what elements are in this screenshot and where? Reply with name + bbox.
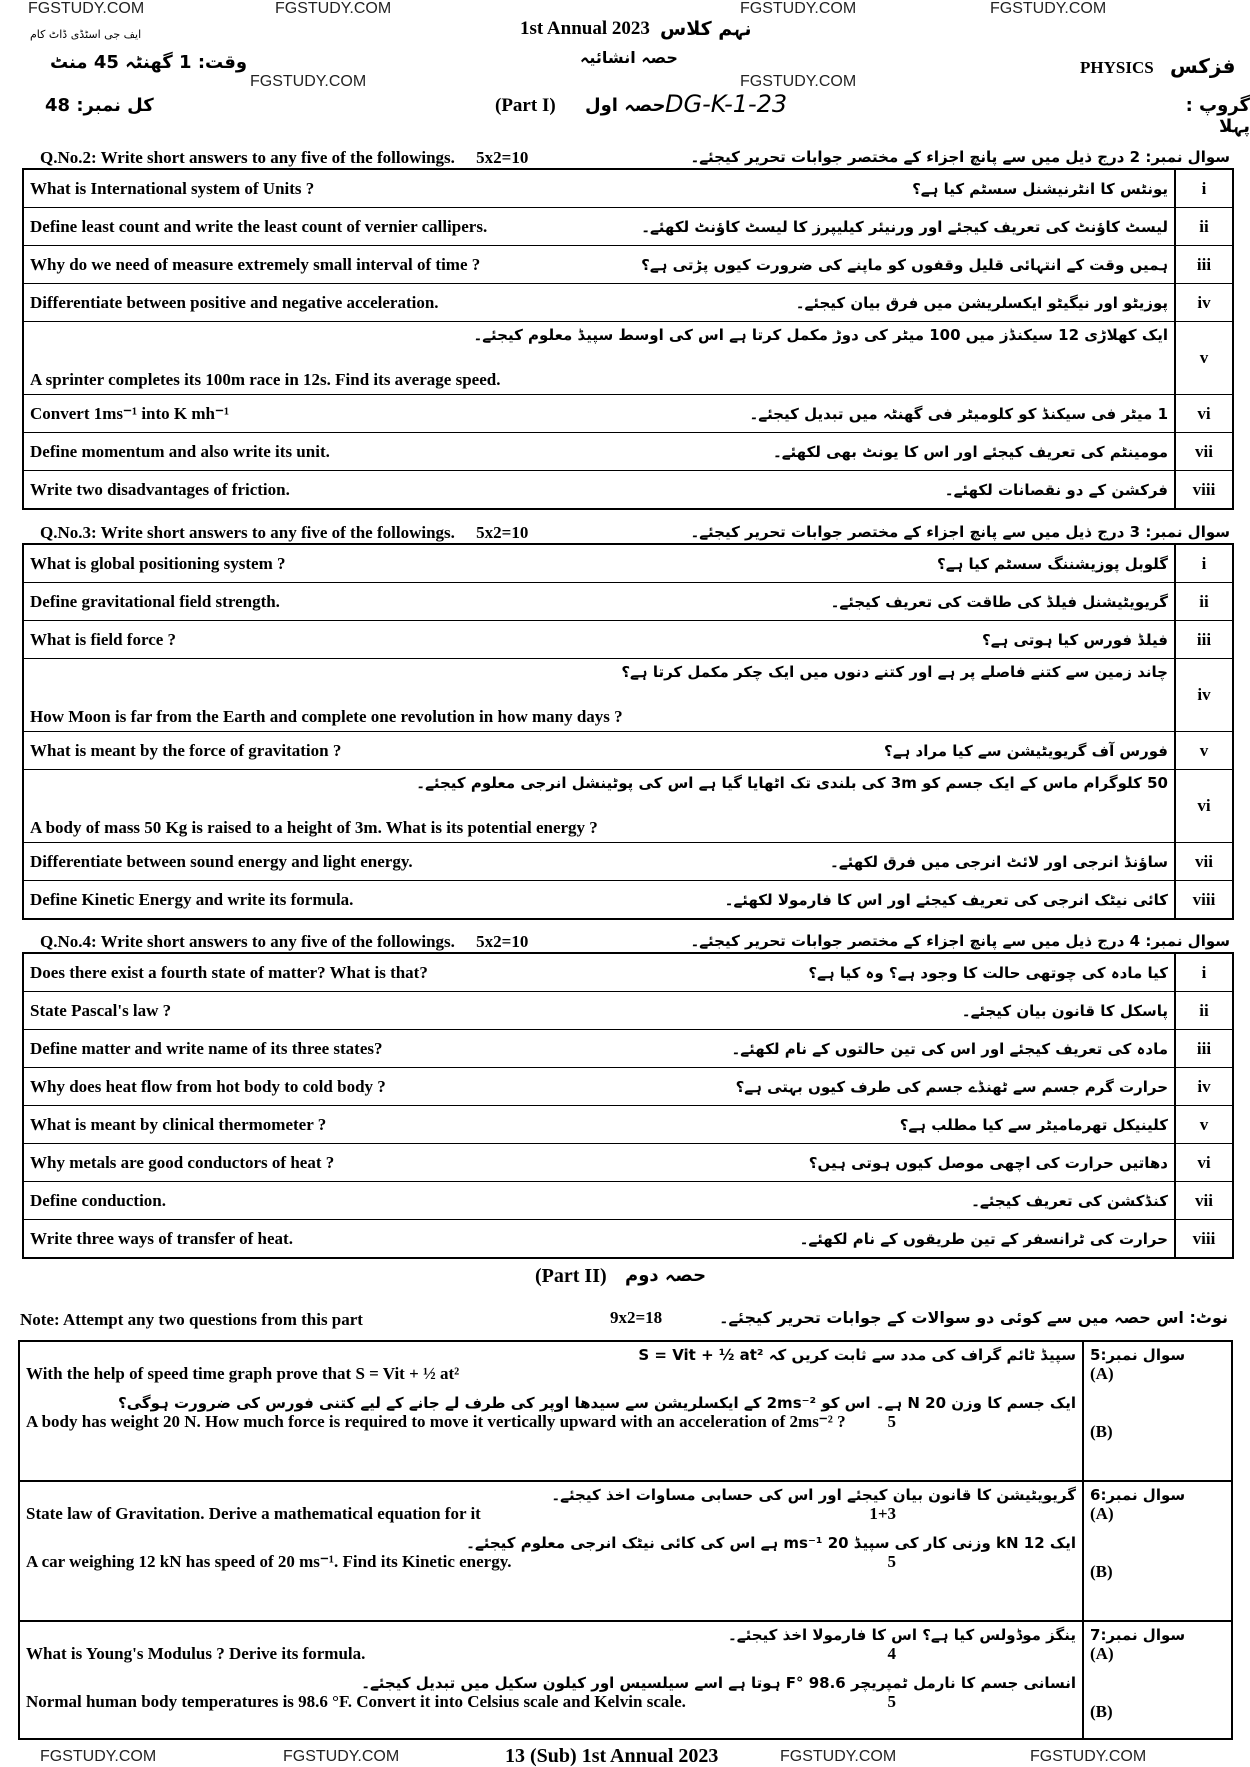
part-ur: انسانی جسم کا نارمل ٹمپریچر 98.6 °F ہوتا ہے اسے سیلسیس اور کیلون سکیل میں تبدیل کیجئے۔	[361, 1674, 1076, 1692]
question-en: Write two disadvantages of friction.	[30, 479, 290, 499]
total-marks: کل نمبر: 48	[45, 95, 154, 116]
question-part	[26, 1486, 1076, 1524]
question-row	[23, 659, 1233, 732]
question-number: i	[1175, 544, 1233, 583]
part-en: A body has weight 20 N. How much force is required to move it vertically upward with an acceleration of 2ms⁻² ?	[26, 1412, 846, 1431]
part-label-ur: حصہ اول	[585, 95, 666, 116]
part-marks: 1+3	[869, 1504, 896, 1523]
question-ur: کنڈکشن کی تعریف کیجئے۔	[971, 1191, 1168, 1210]
question-number: viii	[1175, 471, 1233, 510]
question-row	[23, 1182, 1233, 1220]
group-label: گروپ : پہلا	[1185, 95, 1250, 137]
question-en: Does there exist a fourth state of matter? What is that?	[30, 962, 428, 982]
question-row	[23, 544, 1233, 583]
question-en: Define gravitational field strength.	[30, 591, 280, 611]
question-ur: مومینٹم کی تعریف کیجئے اور اس کا یونٹ بھی لکھئے۔	[772, 442, 1168, 461]
long-question-row	[19, 1621, 1232, 1739]
question-en: A sprinter completes its 100m race in 12s. Find its average speed.	[30, 370, 501, 389]
question-row	[23, 433, 1233, 471]
subject-en: PHYSICS	[1080, 58, 1154, 77]
question-en: What is International system of Units ?	[30, 178, 315, 198]
question-en: Write three ways of transfer of heat.	[30, 1228, 293, 1248]
question-en: What is meant by clinical thermometer ?	[30, 1114, 327, 1134]
watermark: FGSTUDY.COM	[40, 1748, 157, 1765]
question-label: سوال نمبر:7	[1090, 1626, 1186, 1644]
question-row	[23, 992, 1233, 1030]
question-row	[23, 471, 1233, 510]
heading-marks: 5x2=10	[476, 932, 529, 951]
question-row	[23, 732, 1233, 770]
question-row	[23, 169, 1233, 208]
part-en: Normal human body temperatures is 98.6 °F. Convert it into Celsius scale and Kelvin scale.	[26, 1692, 686, 1711]
question-ur: کلینیکل تھرمامیٹر سے کیا مطلب ہے؟	[899, 1115, 1168, 1134]
question-row	[23, 1068, 1233, 1106]
question-number: iv	[1175, 284, 1233, 322]
question-number: ii	[1175, 208, 1233, 246]
part-tag: (A)	[1090, 1644, 1114, 1663]
exam-session: 1st Annual 2023	[520, 18, 650, 39]
part-tag: (B)	[1090, 1562, 1113, 1581]
watermark: FGSTUDY.COM	[780, 1748, 897, 1765]
question-row	[23, 1144, 1233, 1182]
question-row	[23, 881, 1233, 920]
question-row	[23, 395, 1233, 433]
question-ur: مادہ کی تعریف کیجئے اور اس کی تین حالتوں کے نام لکھئے۔	[731, 1039, 1168, 1058]
question-ur: حرارت گرم جسم سے ٹھنڈے جسم کی طرف کیوں بہتی ہے؟	[735, 1077, 1168, 1096]
question-part	[26, 1674, 1076, 1712]
question-row	[23, 284, 1233, 322]
question-number: viii	[1175, 1220, 1233, 1259]
question-heading	[40, 932, 1230, 952]
question-table	[22, 952, 1234, 1259]
watermark: FGSTUDY.COM	[740, 73, 857, 90]
question-ur: حرارت کی ٹرانسفر کے تین طریقوں کے نام لکھئے۔	[799, 1229, 1168, 1248]
part-label-en: (Part I)	[495, 95, 556, 116]
heading-marks: 5x2=10	[476, 523, 529, 542]
heading-marks: 5x2=10	[476, 148, 529, 167]
question-number: vi	[1175, 1144, 1233, 1182]
question-row	[23, 843, 1233, 881]
watermark: FGSTUDY.COM	[990, 0, 1107, 17]
question-number: iii	[1175, 246, 1233, 284]
question-number: v	[1175, 732, 1233, 770]
question-en: Define matter and write name of its three states?	[30, 1038, 383, 1058]
class-label: نہم کلاس	[660, 18, 752, 40]
question-row	[23, 322, 1233, 395]
question-row	[23, 583, 1233, 621]
part-marks: 4	[887, 1644, 896, 1663]
question-row	[23, 246, 1233, 284]
question-number: vi	[1175, 770, 1233, 843]
question-ur: 1 میٹر فی سیکنڈ کو کلومیٹر فی گھنٹہ میں تبدیل کیجئے۔	[749, 404, 1168, 423]
question-number: ii	[1175, 583, 1233, 621]
question-en: Define Kinetic Energy and write its formula.	[30, 889, 354, 909]
question-en: Define least count and write the least count of vernier callipers.	[30, 216, 488, 236]
question-en: Convert 1ms⁻¹ into K mh⁻¹	[30, 403, 230, 423]
part-ur: سپیڈ ٹائم گراف کی مدد سے ثابت کریں کہ S = Vit + ½ at²	[638, 1346, 1076, 1364]
question-part	[26, 1626, 1076, 1664]
watermark: FGSTUDY.COM	[1030, 1748, 1147, 1765]
question-en: Differentiate between sound energy and light energy.	[30, 851, 413, 871]
question-number: viii	[1175, 881, 1233, 920]
question-row	[23, 1106, 1233, 1144]
question-part	[26, 1394, 1076, 1432]
handwritten-code: DG-K-1-23	[665, 90, 788, 118]
watermark: FGSTUDY.COM	[250, 73, 367, 90]
part-en: With the help of speed time graph prove that S = Vit + ½ at²	[26, 1364, 460, 1383]
question-en: Why does heat flow from hot body to cold body ?	[30, 1076, 386, 1096]
question-table	[22, 543, 1234, 920]
question-en: What is global positioning system ?	[30, 553, 286, 573]
part-ur: ایک جسم کا وزن 20 N ہے۔ اس کو 2ms⁻² کے ایکسلریشن سے سیدھا اوپر کی طرف لے جانے کے لیے کتنی فورس کی ضرورت ہوگی؟	[118, 1394, 1076, 1412]
section-label: حصہ انشائیہ	[580, 48, 678, 67]
question-number: i	[1175, 169, 1233, 208]
question-en: A body of mass 50 Kg is raised to a height of 3m. What is its potential energy ?	[30, 818, 598, 837]
part-marks: 5	[887, 1412, 896, 1431]
question-ur: فورس آف گریویٹیشن سے کیا مراد ہے؟	[884, 741, 1168, 760]
question-ur: کیا مادہ کی چوتھی حالت کا وجود ہے؟ وہ کیا ہے؟	[808, 963, 1168, 982]
time-allowed: وقت: 1 گھنٹہ 45 منٹ	[50, 52, 248, 73]
question-number: vii	[1175, 433, 1233, 471]
question-row	[23, 770, 1233, 843]
question-number: i	[1175, 953, 1233, 992]
question-ur: لیسٹ کاؤنٹ کی تعریف کیجئے اور ورنیئر کیلیپرز کا لیسٹ کاؤنٹ لکھئے۔	[641, 217, 1168, 236]
heading-ur: سوال نمبر: 2 درج ذیل میں سے پانچ اجزاء کے مختصر جوابات تحریر کیجئے۔	[690, 148, 1230, 166]
part-ur: ینگز موڈولس کیا ہے؟ اس کا فارمولا اخذ کیجئے۔	[728, 1626, 1076, 1644]
question-ur: ہمیں وقت کے انتہائی قلیل وقفوں کو ماپنے کی ضرورت کیوں پڑتی ہے؟	[641, 255, 1168, 274]
question-ur: دھاتیں حرارت کی اچھی موصل کیوں ہوتی ہیں؟	[808, 1153, 1168, 1172]
question-number: iii	[1175, 621, 1233, 659]
question-ur: یونٹس کا انٹرنیشنل سسٹم کیا ہے؟	[912, 179, 1168, 198]
question-en: Define momentum and also write its unit.	[30, 441, 330, 461]
question-part	[26, 1534, 1076, 1572]
question-number: vii	[1175, 843, 1233, 881]
long-questions-table	[18, 1340, 1233, 1740]
question-heading	[40, 148, 1230, 168]
question-number: v	[1175, 1106, 1233, 1144]
question-ur: گلوبل پوزیشننگ سسٹم کیا ہے؟	[937, 554, 1168, 573]
question-en: Differentiate between positive and negative acceleration.	[30, 292, 439, 312]
part-tag: (B)	[1090, 1702, 1113, 1721]
question-ur: ایک کھلاڑی 12 سیکنڈز میں 100 میٹر کی دوڑ مکمل کرتا ہے اس کی اوسط سپیڈ معلوم کیجئے۔	[473, 326, 1168, 344]
part-marks: 5	[887, 1552, 896, 1571]
part-tag: (B)	[1090, 1422, 1113, 1441]
heading-ur: سوال نمبر: 4 درج ذیل میں سے پانچ اجزاء کے مختصر جوابات تحریر کیجئے۔	[690, 932, 1230, 950]
question-row	[23, 621, 1233, 659]
part-tag: (A)	[1090, 1364, 1114, 1383]
part-en: A car weighing 12 kN has speed of 20 ms⁻¹. Find its Kinetic energy.	[26, 1552, 512, 1571]
question-ur: ساؤنڈ انرجی اور لائٹ انرجی میں فرق لکھئے۔	[830, 852, 1168, 871]
watermark: FGSTUDY.COM	[283, 1748, 400, 1765]
question-ur: فیلڈ فورس کیا ہوتی ہے؟	[982, 630, 1168, 649]
question-row	[23, 1030, 1233, 1068]
question-number: v	[1175, 322, 1233, 395]
part-en: What is Young's Modulus ? Derive its formula.	[26, 1644, 366, 1663]
question-number: ii	[1175, 992, 1233, 1030]
question-number: vii	[1175, 1182, 1233, 1220]
part-ur: ایک 12 kN وزنی کار کی سپیڈ 20 ms⁻¹ ہے اس کی کائی نیٹک انرجی معلوم کیجئے۔	[466, 1534, 1076, 1552]
question-number: vi	[1175, 395, 1233, 433]
long-question-row	[19, 1341, 1232, 1481]
part2-note-ur: نوٹ: اس حصہ میں سے کوئی دو سوالات کے جوابات تحریر کیجئے۔	[719, 1308, 1228, 1327]
question-row	[23, 953, 1233, 992]
watermark: FGSTUDY.COM	[28, 0, 145, 17]
site-urdu: ایف جی اسٹڈی ڈاٹ کام	[30, 28, 142, 41]
part2-title-ur: حصہ دوم	[625, 1265, 707, 1286]
part-ur: گریویٹیشن کا قانون بیان کیجئے اور اس کی حسابی مساوات اخذ کیجئے۔	[551, 1486, 1076, 1504]
question-number: iii	[1175, 1030, 1233, 1068]
question-en: State Pascal's law ?	[30, 1000, 172, 1020]
question-number: iv	[1175, 1068, 1233, 1106]
question-heading	[40, 523, 1230, 543]
question-ur: پوزیٹو اور نیگیٹو ایکسلریشن میں فرق بیان کیجئے۔	[795, 293, 1168, 312]
question-ur: کائی نیٹک انرجی کی تعریف کیجئے اور اس کا فارمولا لکھئے۔	[724, 890, 1168, 909]
question-en: Define conduction.	[30, 1190, 166, 1210]
question-ur: فرکشن کے دو نقصانات لکھئے۔	[944, 480, 1168, 499]
question-en: What is field force ?	[30, 629, 177, 649]
question-table	[22, 168, 1234, 510]
heading-ur: سوال نمبر: 3 درج ذیل میں سے پانچ اجزاء کے مختصر جوابات تحریر کیجئے۔	[690, 523, 1230, 541]
question-ur: چاند زمین سے کتنے فاصلے پر ہے اور کتنے دنوں میں ایک چکر مکمل کرتا ہے؟	[621, 663, 1168, 681]
part-marks: 5	[887, 1692, 896, 1711]
question-part	[26, 1346, 1076, 1384]
question-number: iv	[1175, 659, 1233, 732]
question-en: What is meant by the force of gravitation ?	[30, 740, 342, 760]
part-en: State law of Gravitation. Derive a mathematical equation for it	[26, 1504, 481, 1523]
question-ur: 50 کلوگرام ماس کے ایک جسم کو 3m کی بلندی تک اٹھایا گیا ہے اس کی پوٹینشل انرجی معلوم کیجئے۔	[416, 774, 1168, 792]
question-en: Why do we need of measure extremely small interval of time ?	[30, 254, 481, 274]
heading-en: Q.No.4: Write short answers to any five of the followings. 5x2=10	[40, 932, 529, 951]
part2-note: Note: Attempt any two questions from this part	[20, 1310, 363, 1329]
question-ur: پاسکل کا قانون بیان کیجئے۔	[961, 1001, 1168, 1020]
subject-ur: فزکس	[1170, 54, 1236, 78]
part2-marks: 9x2=18	[610, 1308, 663, 1327]
question-row	[23, 1220, 1233, 1259]
question-ur: گریویٹیشنل فیلڈ کی طاقت کی تعریف کیجئے۔	[830, 592, 1168, 611]
watermark: FGSTUDY.COM	[275, 0, 392, 17]
footer-code: 13 (Sub) 1st Annual 2023	[505, 1745, 719, 1767]
part2-title-en: (Part II)	[535, 1265, 607, 1287]
watermark: FGSTUDY.COM	[740, 0, 857, 17]
heading-en: Q.No.3: Write short answers to any five of the followings. 5x2=10	[40, 523, 529, 542]
heading-en: Q.No.2: Write short answers to any five of the followings. 5x2=10	[40, 148, 529, 167]
part-tag: (A)	[1090, 1504, 1114, 1523]
long-question-row	[19, 1481, 1232, 1621]
question-en: How Moon is far from the Earth and complete one revolution in how many days ?	[30, 707, 623, 726]
question-en: Why metals are good conductors of heat ?	[30, 1152, 335, 1172]
question-label: سوال نمبر:6	[1090, 1486, 1186, 1504]
question-label: سوال نمبر:5	[1090, 1346, 1186, 1364]
question-row	[23, 208, 1233, 246]
